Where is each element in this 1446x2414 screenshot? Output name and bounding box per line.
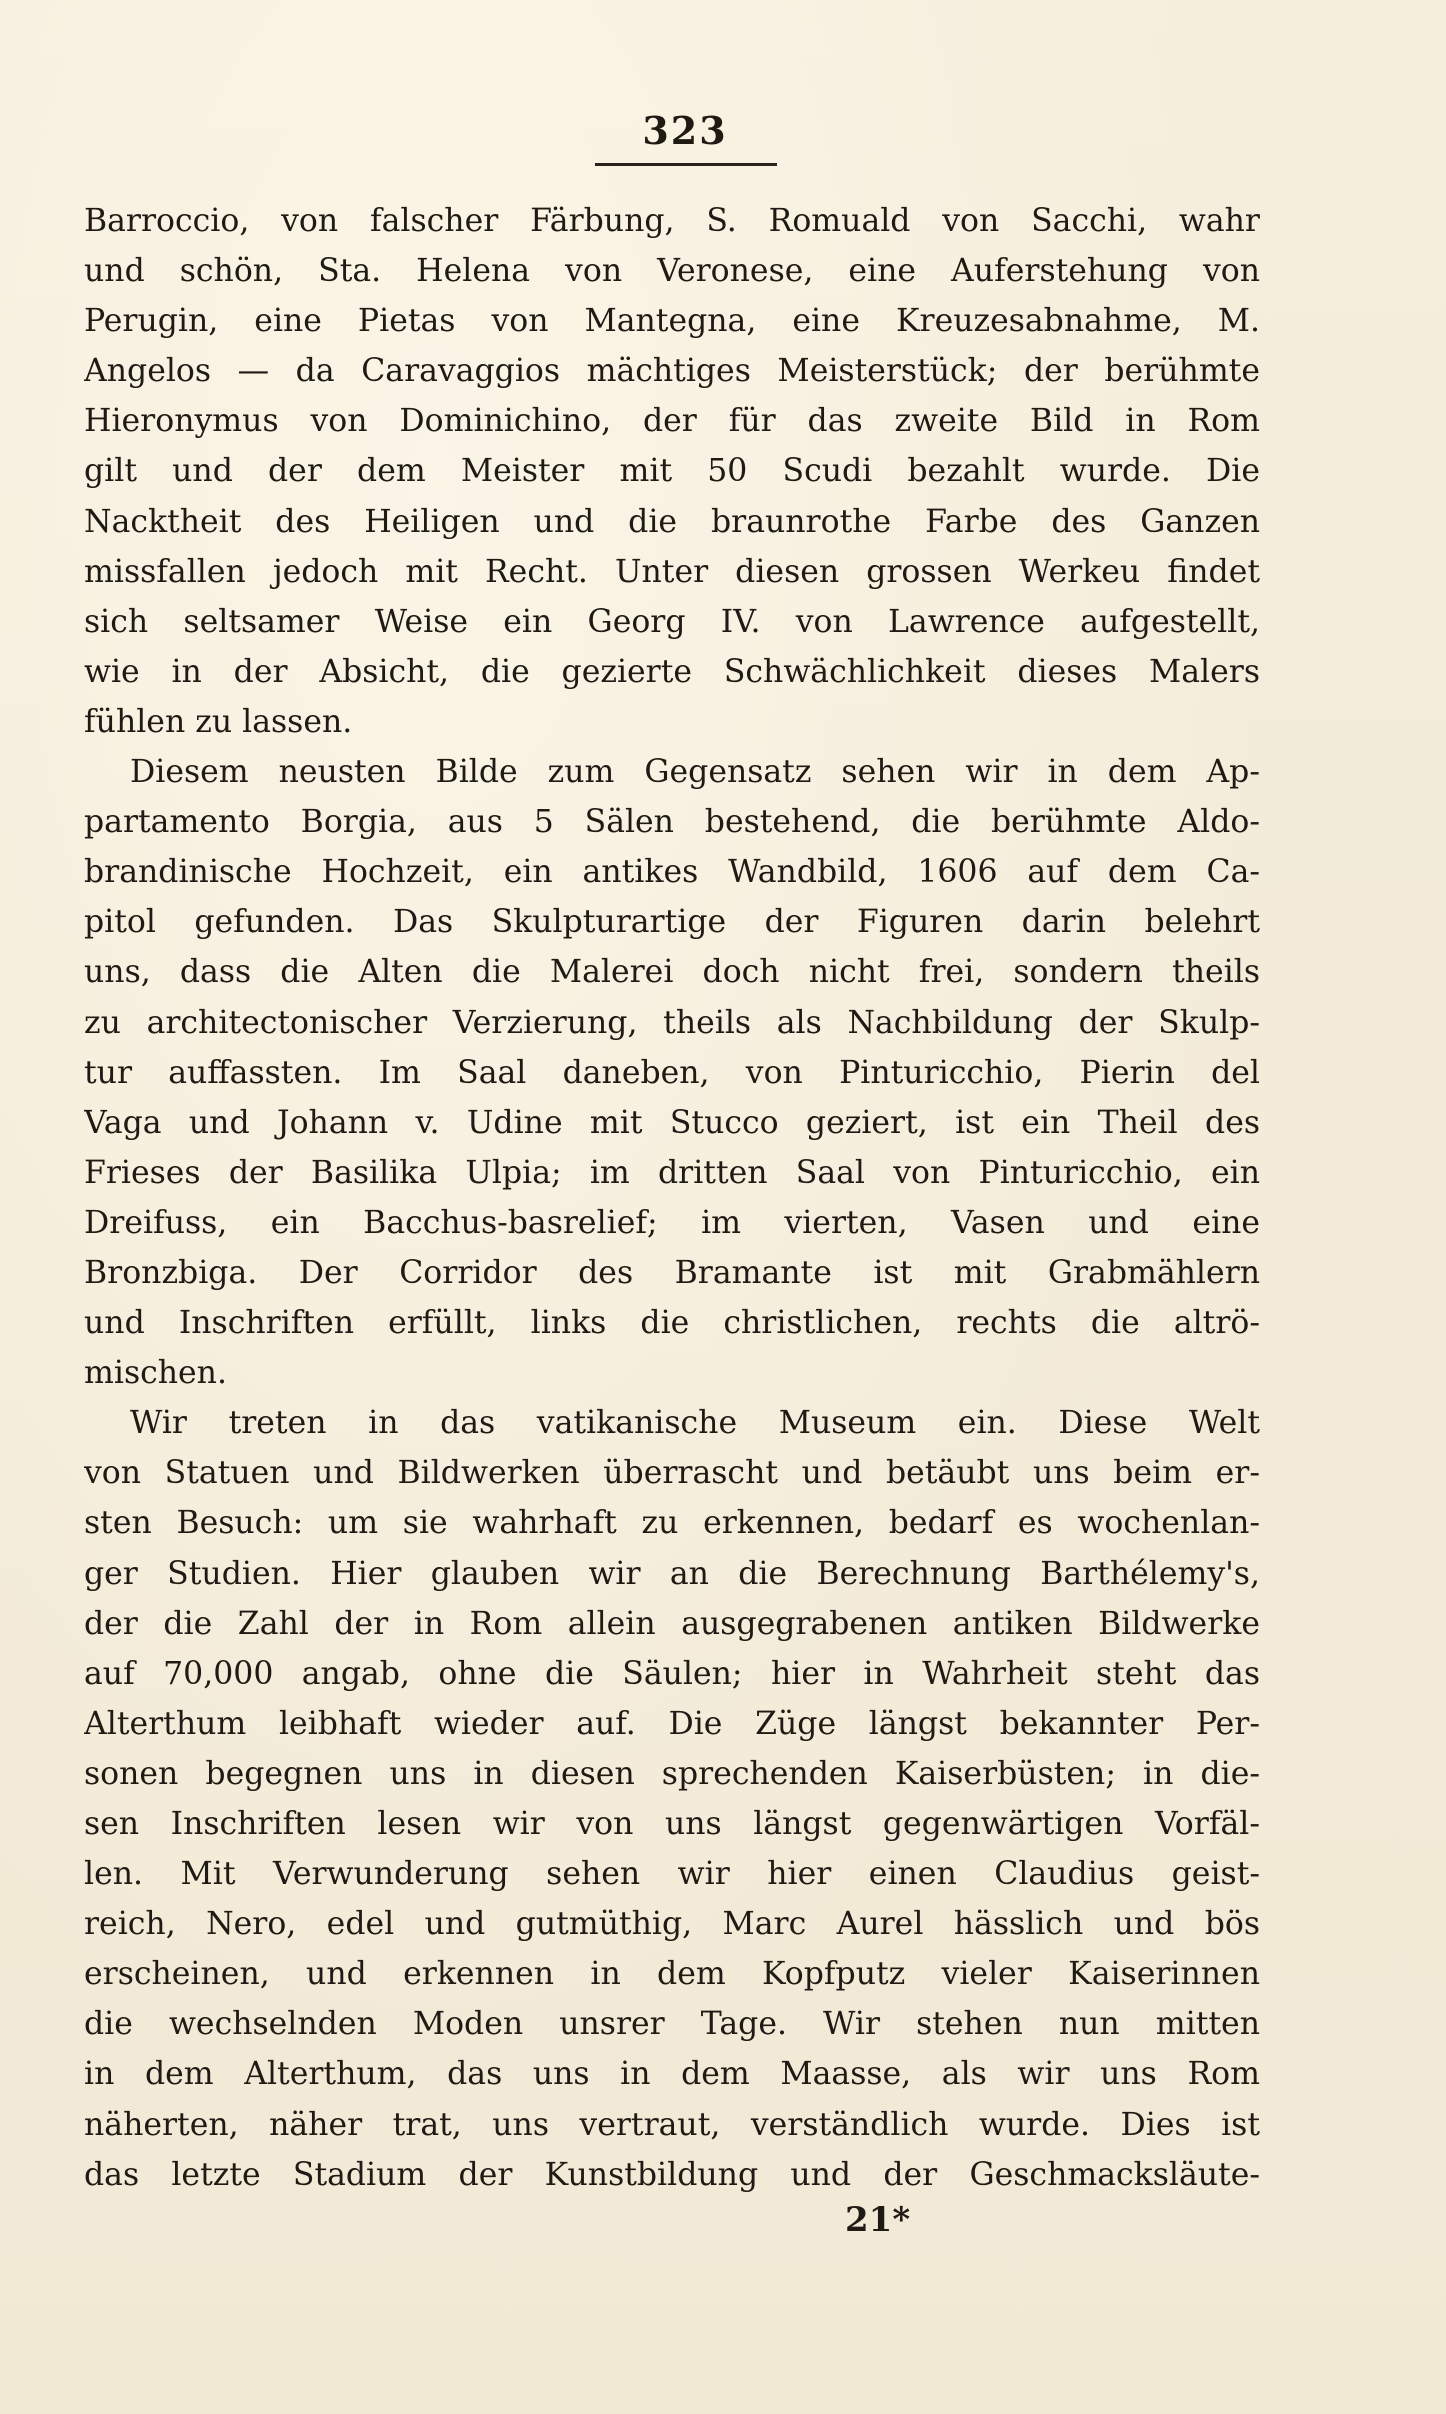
text-line: brandinische Hochzeit, ein antikes Wandbild, 1606 auf dem Ca- xyxy=(84,854,1260,891)
text-line: fühlen zu lassen. xyxy=(84,703,353,740)
text-line: reich, Nero, edel und gutmüthig, Marc Aurel hässlich und bös xyxy=(84,1906,1260,1943)
text-line: in dem Alterthum, das uns in dem Maasse, als wir uns Rom xyxy=(84,2056,1260,2093)
text-line: von Statuen und Bildwerken überrascht und betäubt uns beim er- xyxy=(84,1455,1260,1492)
printer-signature: 21* xyxy=(845,2200,911,2240)
text-line: Dreifuss, ein Bacchus-basrelief; im vierten, Vasen und eine xyxy=(84,1204,1260,1241)
body-text xyxy=(84,196,1260,2200)
text-line: sten Besuch: um sie wahrhaft zu erkennen, bedarf es wochenlan- xyxy=(84,1505,1260,1542)
text-line: Angelos — da Caravaggios mächtiges Meisterstück; der berühmte xyxy=(84,353,1260,390)
text-line: Hieronymus von Dominichino, der für das zweite Bild in Rom xyxy=(84,403,1260,440)
text-line: das letzte Stadium der Kunstbildung und der Geschmacksläute- xyxy=(84,2156,1260,2193)
text-line: ger Studien. Hier glauben wir an die Berechnung Barthélemy's, xyxy=(84,1555,1260,1592)
text-line: näherten, näher trat, uns vertraut, verständlich wurde. Dies ist xyxy=(84,2106,1260,2143)
text-line: Vaga und Johann v. Udine mit Stucco geziert, ist ein Theil des xyxy=(84,1104,1260,1141)
text-line: pitol gefunden. Das Skulpturartige der Figuren darin belehrt xyxy=(84,904,1260,941)
text-line: partamento Borgia, aus 5 Sälen bestehend, die berühmte Aldo- xyxy=(84,804,1260,841)
paragraph-start: Diesem neusten Bilde zum Gegensatz sehen wir in dem Ap- xyxy=(130,754,1260,791)
text-line: len. Mit Verwunderung sehen wir hier einen Claudius geist- xyxy=(84,1856,1260,1893)
text-line: Perugin, eine Pietas von Mantegna, eine Kreuzesabnahme, M. xyxy=(84,303,1260,340)
paragraph-start: Wir treten in das vatikanische Museum ein. Diese Welt xyxy=(130,1405,1260,1442)
text-line: Alterthum leibhaft wieder auf. Die Züge längst bekannter Per- xyxy=(84,1705,1260,1742)
text-line: wie in der Absicht, die gezierte Schwächlichkeit dieses Malers xyxy=(84,653,1260,690)
text-line: Nacktheit des Heiligen und die braunrothe Farbe des Ganzen xyxy=(84,503,1260,540)
page-number: 323 xyxy=(642,108,728,153)
text-line: und Inschriften erfüllt, links die christlichen, rechts die altrö- xyxy=(84,1305,1260,1342)
text-line: Bronzbiga. Der Corridor des Bramante ist mit Grabmählern xyxy=(84,1254,1260,1291)
text-line: sich seltsamer Weise ein Georg IV. von Lawrence aufgestellt, xyxy=(84,603,1260,640)
text-line: mischen. xyxy=(84,1355,227,1392)
text-line: uns, dass die Alten die Malerei doch nicht frei, sondern theils xyxy=(84,954,1260,991)
text-line: erscheinen, und erkennen in dem Kopfputz vieler Kaiserinnen xyxy=(84,1956,1260,1993)
text-line: Barroccio, von falscher Färbung, S. Romuald von Sacchi, wahr xyxy=(84,203,1260,239)
text-line: auf 70,000 angab, ohne die Säulen; hier in Wahrheit steht das xyxy=(84,1655,1260,1692)
text-line: sonen begegnen uns in diesen sprechenden Kaiserbüsten; in die- xyxy=(84,1755,1260,1792)
text-line: gilt und der dem Meister mit 50 Scudi bezahlt wurde. Die xyxy=(84,453,1260,490)
text-line: missfallen jedoch mit Recht. Unter diesen grossen Werkeu findet xyxy=(84,553,1260,590)
text-line: die wechselnden Moden unsrer Tage. Wir stehen nun mitten xyxy=(84,2006,1260,2043)
text-line: sen Inschriften lesen wir von uns längst gegenwärtigen Vorfäl- xyxy=(84,1806,1260,1842)
text-line: der die Zahl der in Rom allein ausgegrabenen antiken Bildwerke xyxy=(84,1605,1260,1642)
header-rule xyxy=(595,163,777,166)
text-line: zu architectonischer Verzierung, theils als Nachbildung der Skulp- xyxy=(84,1004,1260,1041)
text-line: und schön, Sta. Helena von Veronese, eine Auferstehung von xyxy=(84,253,1260,290)
text-line: Frieses der Basilika Ulpia; im dritten Saal von Pinturicchio, ein xyxy=(84,1154,1260,1191)
text-line: tur auffassten. Im Saal daneben, von Pinturicchio, Pierin del xyxy=(84,1054,1260,1091)
